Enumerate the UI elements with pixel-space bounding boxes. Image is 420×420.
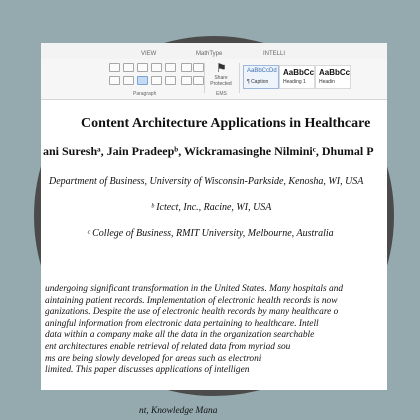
align-right-button[interactable] (137, 76, 148, 85)
style-preview: AaBbCcDd (247, 68, 277, 74)
numbering-button[interactable] (123, 63, 134, 72)
abstract-line: ent architectures enable retrieval of related data from myriad sou (45, 341, 291, 352)
style-heading-2[interactable] (315, 65, 351, 89)
keywords-line: nt, Knowledge Mana (139, 406, 218, 416)
protected-label: Protected (210, 81, 232, 87)
document-page[interactable] (41, 100, 387, 416)
tab-mathtype[interactable]: MathType (196, 51, 223, 57)
affiliation-b: ᵇ Ictect, Inc., Racine, WI, USA (151, 202, 272, 213)
paragraph-group-label: Paragraph (133, 91, 157, 97)
magnifier-lens (34, 36, 394, 416)
abstract-line: data within a company make all the data in the organization searchable (45, 330, 315, 341)
bullets-button[interactable] (109, 63, 120, 72)
style-heading-1[interactable] (279, 65, 315, 89)
increase-indent-button[interactable] (165, 63, 176, 72)
abstract-line: aintaining patient records. Implementation of electronic health records is now (45, 295, 338, 306)
share-label: Share (214, 75, 228, 81)
style-preview: AaBbCc (283, 68, 315, 77)
ems-group-label: EMS (216, 91, 227, 97)
sort-button[interactable] (181, 63, 192, 72)
style-caption[interactable] (243, 65, 279, 89)
affiliation-a: Department of Business, University of Wisconsin-Parkside, Kenosha, WI, USA (49, 176, 364, 187)
affiliation-c: ᶜ College of Business, RMIT University, Melbourne, Australia (87, 228, 334, 239)
ribbon-divider (239, 63, 240, 93)
show-marks-button[interactable] (193, 63, 204, 72)
align-left-button[interactable] (109, 76, 120, 85)
line-spacing-button[interactable] (165, 76, 176, 85)
abstract-line: aningful information from electronic data pertaining to healthcare. Intell (45, 318, 319, 329)
borders-button[interactable] (193, 76, 204, 85)
abstract-text (45, 284, 385, 377)
paper-title: Content Architecture Applications in Healthcare (81, 116, 371, 131)
style-name: ¶ Caption (247, 79, 269, 85)
multilevel-list-button[interactable] (137, 63, 148, 72)
align-center-button[interactable] (123, 76, 134, 85)
justify-button[interactable] (151, 76, 162, 85)
ribbon-toolbar (41, 59, 387, 100)
tab-intelli[interactable]: INTELLI (263, 51, 286, 57)
decrease-indent-button[interactable] (151, 63, 162, 72)
ribbon-divider (204, 63, 205, 93)
tab-view[interactable]: VIEW (141, 51, 157, 57)
shading-button[interactable] (181, 76, 192, 85)
abstract-line: undergoing significant transformation in the United States. Many hospitals and (45, 284, 344, 294)
abstract-line: ms are being slowly developed for areas such as electroni (45, 353, 262, 364)
ribbon-tab-bar (41, 43, 387, 59)
style-name: Heading 1 (283, 79, 306, 85)
paper-authors: ani Sureshᵃ, Jain Pradeepᵇ, Wickramasinghe Nilminiᶜ, Dhumal P (43, 144, 374, 158)
abstract-line: ganizations. Despite the use of electronic health records by many healthcare o (45, 307, 339, 318)
abstract-line: limited. This paper discusses applications of intelligen (45, 365, 250, 376)
style-name: Headin (319, 79, 335, 85)
style-preview: AaBbCc (319, 68, 351, 77)
share-protected-icon[interactable]: ⚑ (216, 61, 227, 75)
share-protected-button[interactable] (207, 75, 235, 87)
